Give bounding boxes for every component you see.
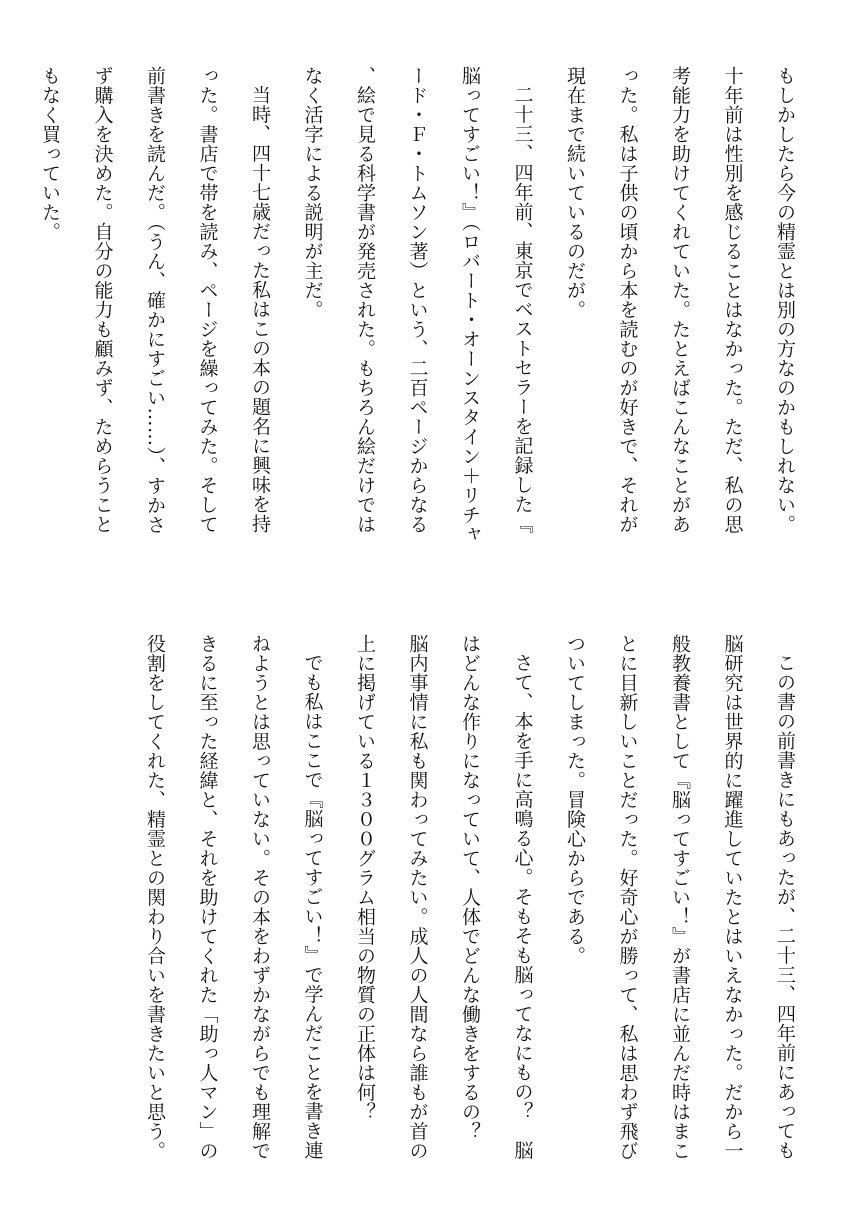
top-text-section	[39, 66, 811, 546]
paragraph-preface: この書の前書きにもあったが、二十三、四年前にあっても脳研究は世界的に躍進していたとはいえなかった。だから一般教養書として『脳ってすごい！』が書店に並んだ時はまことに目新しいことだった。好奇心が勝って、私は思わず飛びついてしまった。冒険心からである。	[564, 634, 796, 1161]
paragraph-intent: でも私はここで『脳ってすごい！』で学んだことを書き連ねようとは思っていない。その本をわずかながらでも理解できるに至った経緯と、それを助けてくれた「助っ人マン」の役割をしてくれた、精霊との関わり合いを書きたいと思う。	[144, 634, 324, 1161]
paragraph-bestseller: 二十三、四年前、東京でベストセラーを記録した『脳ってすごい！』（ロバート・オーンスタイン＋リチャード・Ｆ・トムソン著）という、二百ページからなる、絵で見る科学書が発売された。もちろん絵だけではなく活字による説明が主だ。	[301, 66, 534, 544]
paragraph-questions: さて、本を手に高鳴る心。そもそも脳ってなにもの？ 脳はどんな作りになっていて、人体でどんな働きをするの？ 脳内事情に私も関わってみたい。成人の人間なら誰もが首の上に掲げている１３００グラム相当の物質の正体は何？	[354, 634, 534, 1161]
paragraph-purchase: 当時、四十七歳だった私はこの本の題名に興味を持った。書店で帯を読み、ページを繰ってみた。そして前書きを読んだ。（うん、確かにすごい……）、すかさず購入を決めた。自分の能力も顧みず、ためらうこともなく買っていた。	[39, 66, 271, 535]
bottom-text-section	[111, 634, 811, 1164]
paragraph-spirit-intro: もしかしたら今の精霊とは別の方なのかもしれない。十年前は性別を感じることはなかった。ただ、私の思考能力を助けてくれていた。たとえばこんなことがあった。私は子供の頃から本を読むのが好きで、それが現在まで続いているのだが。	[564, 66, 796, 534]
